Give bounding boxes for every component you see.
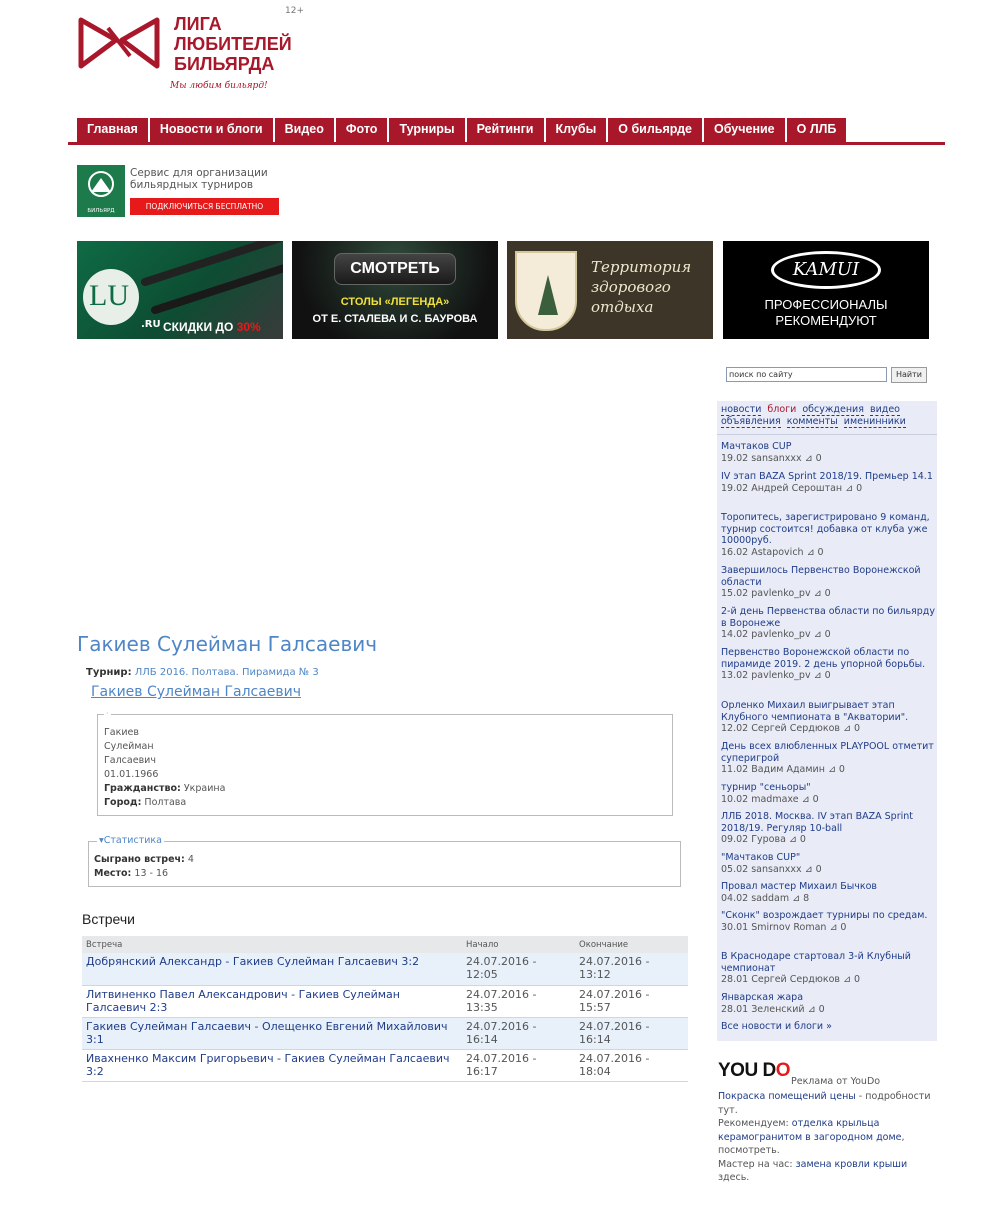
banner-watch-line1: СТОЛЫ «ЛЕГЕНДА» [340,296,450,308]
column-header-end[interactable]: Окончание [575,936,688,953]
list-item [721,441,935,464]
kamui-logo: KAMUI [771,251,881,289]
nav-item-video[interactable]: Видео [275,118,334,142]
item-meta: 09.02 Гурова ⊿ 0 [721,834,806,846]
list-item [721,852,935,875]
item-title-link[interactable]: Январская жара [721,992,804,1003]
youdo-ads [718,1090,933,1185]
list-item [721,471,935,494]
youdo-logo[interactable]: YOU DO [718,1060,790,1081]
service-promo-text: Сервис для организации бильярдных турниров [130,167,268,191]
list-item [721,647,935,682]
table-row [82,1017,688,1049]
list-item [721,512,935,558]
birth-date: 01.01.1966 [104,769,159,780]
tab-birthdays[interactable]: именинники [843,416,906,427]
player-info-box [97,709,673,816]
youdo-ad-3: Мастер на час: замена кровли крыши здесь. [718,1158,908,1183]
search-input[interactable] [726,367,887,382]
nav-item-home[interactable]: Главная [77,118,148,142]
match-start: 24.07.2016 - 12:05 [462,953,575,985]
item-title-link[interactable]: Первенство Воронежской области по пирамиде 2019. 2 день упорной борьбы. [721,647,926,670]
nav-item-photo[interactable]: Фото [336,118,388,142]
age-rating: 12+ [285,6,304,16]
item-title-link[interactable]: Орленко Михаил выигрывает этап Клубного чемпионата в "Акватории". [721,700,909,723]
info-legend: · [106,709,109,718]
list-item [721,811,935,846]
match-end: 24.07.2016 - 18:04 [575,1049,688,1081]
item-title-link[interactable]: ЛЛБ 2018. Москва. IV этап BAZA Sprint 2018/19. Регуляр 10-ball [721,811,913,834]
logo-bowtie-icon[interactable] [78,12,160,74]
nav-item-about-league[interactable]: О ЛЛБ [787,118,847,142]
nav-item-training[interactable]: Обучение [704,118,785,142]
search-button[interactable]: Найти [891,367,927,383]
list-item [721,741,935,776]
first-name: Сулейман [104,741,154,752]
item-title-link[interactable]: "Мачтаков CUP" [721,852,801,863]
kamui-text: ПРОФЕССИОНАЛЫ РЕКОМЕНДУЮТ [764,297,888,328]
last-name: Гакиев [104,727,139,738]
sidebar-feed [717,401,937,1041]
nav-item-news[interactable]: Новости и блоги [150,118,273,142]
banner-kamui[interactable] [723,241,929,339]
table-row [82,1049,688,1081]
patronymic: Галсаевич [104,755,156,766]
tab-video[interactable]: видео [869,404,900,415]
cue-graphic [150,255,283,315]
resort-text: Территория здорового отдыха [591,258,692,316]
tabs-divider [717,434,937,435]
item-meta: 28.01 Сергей Сердюков ⊿ 0 [721,974,861,986]
youdo-link-painting[interactable]: Покраска помещений цены [718,1091,856,1102]
table-row [82,985,688,1017]
nav-item-clubs[interactable]: Клубы [546,118,607,142]
match-link[interactable]: Литвиненко Павел Александрович - Гакиев Сулейман Галсаевич 2:3 [82,985,462,1017]
stats-toggle[interactable]: ▾Статистика [99,835,162,846]
item-meta: 10.02 madmaxe ⊿ 0 [721,793,819,805]
player-profile-link[interactable]: Гакиев Сулейман Галсаевич [91,684,302,700]
list-item [721,951,935,986]
banner-luza[interactable] [77,241,283,339]
item-meta: 30.01 Smirnov Roman ⊿ 0 [721,921,847,933]
match-start: 24.07.2016 - 16:17 [462,1049,575,1081]
item-meta: 19.02 Андрей Сероштан ⊿ 0 [721,482,863,494]
logo-tagline: Мы любим бильярд! [170,81,268,91]
item-meta: 12.02 Сергей Сердюков ⊿ 0 [721,723,861,735]
column-header-match[interactable]: Встреча [82,936,462,953]
item-title-link[interactable]: Завершилось Первенство Воронежской области [721,565,921,588]
resort-emblem-icon [515,251,577,331]
item-meta: 13.02 pavlenko_pv ⊿ 0 [721,670,831,682]
luza-sale-text: СКИДКИ ДО 30% [163,320,261,334]
match-end: 24.07.2016 - 13:12 [575,953,688,985]
list-item [721,565,935,600]
watch-button[interactable]: СМОТРЕТЬ [334,253,456,285]
item-title-link[interactable]: Провал мастер Михаил Бычков [721,881,877,892]
item-meta: 15.02 pavlenko_pv ⊿ 0 [721,588,831,600]
cue-graphic [140,241,283,287]
stats-box [88,835,681,887]
match-link[interactable]: Добрянский Александр - Гакиев Сулейман Галсаевич 3:2 [82,953,462,985]
item-meta: 05.02 sansanxxx ⊿ 0 [721,863,822,875]
luza-brand: LU [89,279,129,312]
tab-news[interactable]: новости [721,404,762,415]
main-nav [77,118,848,142]
matches-heading: Встречи [82,911,135,927]
tab-blogs[interactable]: блоги [767,404,797,415]
matches-played: Сыграно встреч: 4 [94,854,194,865]
nav-divider [68,142,945,145]
citizenship: Гражданство: Украина [104,783,226,794]
nav-item-tournaments[interactable]: Турниры [389,118,464,142]
item-title-link[interactable]: Торопитесь, зарегистрировано 9 команд, турнир состоится! добавка от клуба уже 10000руб. [721,512,930,547]
list-item [721,910,935,933]
tab-comments[interactable]: комменты [786,416,838,427]
item-title-link[interactable]: "Сконк" возрождает турниры по средам. [721,910,928,921]
tree-icon [538,275,558,315]
list-item [721,606,935,641]
item-meta: 16.02 Astapovich ⊿ 0 [721,546,824,558]
youdo-tagline: Реклама от YouDo [791,1076,881,1087]
banner-legend-tables[interactable] [292,241,498,339]
item-title-link[interactable]: Мачтаков CUP [721,441,792,452]
luza-domain: .RU [141,319,161,330]
city: Город: Полтава [104,797,187,808]
item-meta: 28.01 Зеленский ⊿ 0 [721,1003,825,1015]
match-start: 24.07.2016 - 16:14 [462,1017,575,1049]
banner-resort[interactable] [507,241,713,339]
service-logo-label: БИЛЬЯРД [87,208,115,214]
youdo-link-porch[interactable]: отделка крыльца керамогранитом в загородном доме [718,1118,902,1143]
triangle-icon [91,178,111,192]
tab-discussions[interactable]: обсуждения [802,404,864,415]
item-title-link[interactable]: В Краснодаре стартовал 3-й Клубный чемпионат [721,951,911,974]
sidebar-tabs [721,404,933,428]
page-title: Гакиев Сулейман Галсаевич [77,632,378,656]
nav-item-about-billiards[interactable]: О бильярде [608,118,702,142]
youdo-ad-2: Рекомендуем: отделка крыльца керамогранитом в загородном доме, посмотреть. [718,1118,905,1156]
list-item [721,782,935,805]
column-header-start[interactable]: Начало [462,936,575,953]
tournament-line: Турнир: ЛЛБ 2016. Полтава. Пирамида № 3 [86,667,319,678]
match-end: 24.07.2016 - 16:14 [575,1017,688,1049]
all-news-link[interactable]: Все новости и блоги » [721,1021,832,1032]
youdo-ad-1: Покраска помещений цены - подробности тут. [718,1091,931,1116]
item-meta: 04.02 saddam ⊿ 8 [721,892,810,904]
matches-table [82,936,688,1082]
service-logo[interactable] [77,165,125,217]
match-link[interactable]: Ивахненко Максим Григорьевич - Гакиев Сулейман Галсаевич 3:2 [82,1049,462,1081]
tournament-link[interactable]: ЛЛБ 2016. Полтава. Пирамида № 3 [134,667,319,678]
item-title-link[interactable]: День всех влюбленных PLAYPOOL отметит суперигрой [721,741,934,764]
logo-text[interactable]: ЛИГА ЛЮБИТЕЛЕЙ БИЛЬЯРДА [174,14,292,74]
place: Место: 13 - 16 [94,868,169,879]
item-title-link[interactable]: 2-й день Первенства области по бильярду в Воронеже [721,606,935,629]
item-title-link[interactable]: IV этап BAZA Sprint 2018/19. Премьер 14.1 [721,471,933,482]
item-meta: 19.02 sansanxxx ⊿ 0 [721,452,822,464]
list-item [721,992,935,1015]
youdo-link-roof[interactable]: замена кровли крыши [795,1158,908,1170]
tab-ads[interactable]: объявления [721,416,781,427]
connect-free-button[interactable]: ПОДКЛЮЧИТЬСЯ БЕСПЛАТНО [130,198,279,215]
item-meta: 11.02 Вадим Адамин ⊿ 0 [721,764,845,776]
match-start: 24.07.2016 - 13:35 [462,985,575,1017]
list-item [721,700,935,735]
nav-item-ratings[interactable]: Рейтинги [467,118,544,142]
list-item [721,881,935,904]
item-title-link[interactable]: турнир "сеньоры" [721,782,811,793]
match-end: 24.07.2016 - 15:57 [575,985,688,1017]
match-link[interactable]: Гакиев Сулейман Галсаевич - Олещенко Евгений Михайлович 3:1 [82,1017,462,1049]
table-row [82,953,688,985]
item-meta: 14.02 pavlenko_pv ⊿ 0 [721,629,831,641]
banner-watch-line2: ОТ Е. СТАЛЕВА И С. БАУРОВА [312,313,478,325]
